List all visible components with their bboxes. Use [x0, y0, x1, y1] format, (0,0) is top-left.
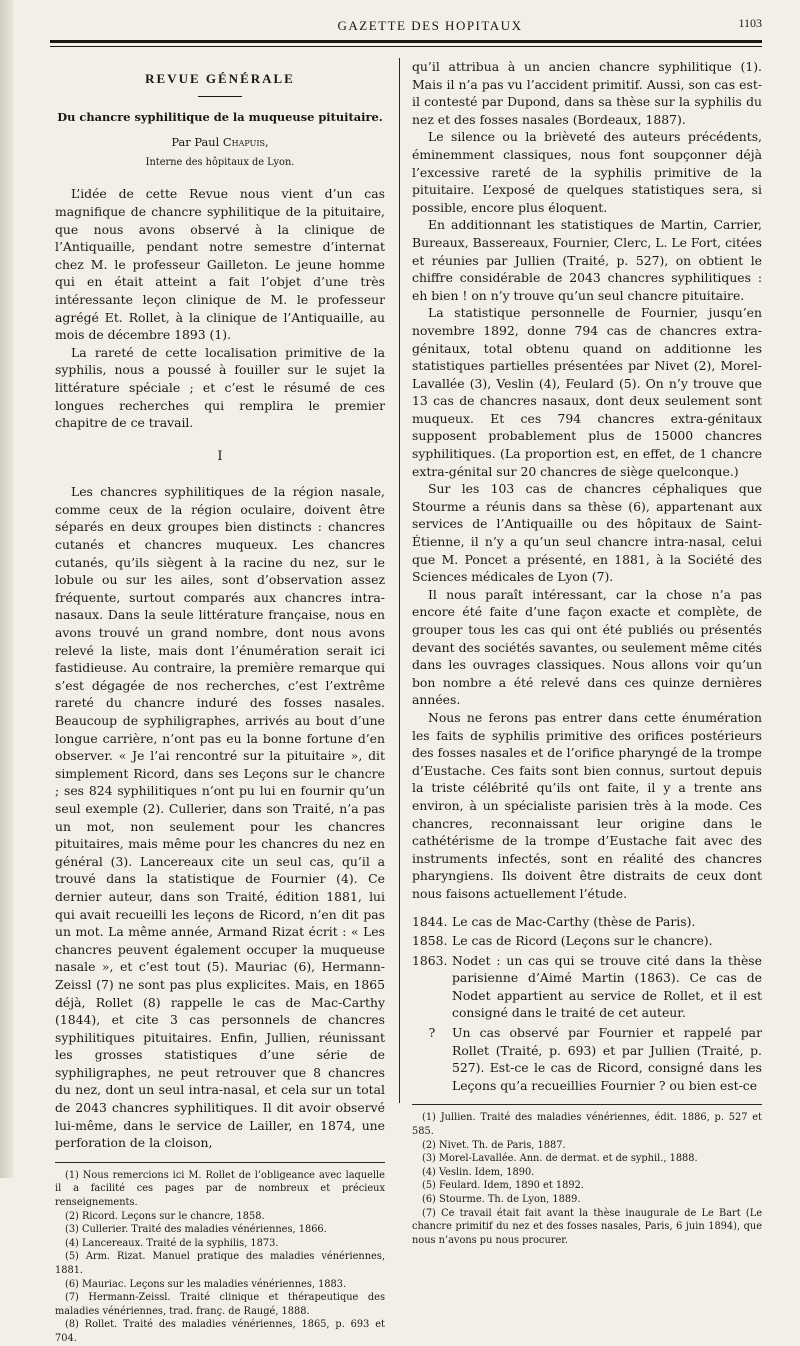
- body-paragraph: Sur les 103 cas de chancres céphaliques que Stourme a réunis dans sa thèse (6), appartenant aux services de l’Antiquaille ou des hôpitaux de Saint-Étienne, il n’y a qu’un seul chancre intra-nasal, celui que M. Poncet a présenté, en 1881, à la Société des Sciences médicales de Lyon (7).: [412, 481, 762, 585]
- footnote: (2) Nivet. Th. de Paris, 1887.: [422, 1139, 566, 1151]
- running-head: GAZETTE DES HOPITAUX: [337, 18, 523, 33]
- chapter-numeral: I: [217, 448, 223, 464]
- body-paragraph: Le silence ou la brièveté des auteurs précédents, éminemment classiques, nous font soupçonner déjà l’excessive rareté de la syphilis primitive de la pituitaire. L’exposé de quelques statistiques sera, si possible, encore plus éloquent.: [412, 129, 762, 215]
- column-divider: [399, 58, 400, 1103]
- case-text: Le cas de Ricord (Leçons sur le chancre).: [452, 933, 713, 949]
- footnotes-left: [55, 1169, 385, 1346]
- case-year: 1863.: [412, 952, 448, 968]
- footnote-rule: [412, 1104, 762, 1105]
- case-text: Un cas observé par Fournier et rappelé par Rollet (Traité, p. 693) et par Jullien (Traité, p. 527). Est-ce le cas de Ricord, consigné dans les Leçons qu’a recueillies Fournier ? ou bien est-ce: [452, 1025, 762, 1093]
- footnote: (2) Ricord. Leçons sur le chancre, 1858.: [65, 1210, 265, 1222]
- footnote: (7) Hermann-Zeissl. Traité clinique et thérapeutique des maladies vénériennes, trad. franç. de Raugé, 1888.: [55, 1292, 385, 1317]
- byline-prefix: Par Paul: [171, 135, 220, 150]
- author-affiliation: Interne des hôpitaux de Lyon.: [145, 156, 295, 168]
- byline-suffix: ,: [265, 135, 269, 150]
- footnote: (3) Cullerier. Traité des maladies vénériennes, 1866.: [65, 1224, 327, 1236]
- footnote: (1) Nous remercions ici M. Rollet de l’obligeance avec laquelle il a facilité ces pages par de nombreux et précieux renseignements.: [55, 1169, 385, 1209]
- case-year: 1858.: [412, 933, 448, 949]
- footnote: (8) Rollet. Traité des maladies vénériennes, 1865, p. 693 et 704.: [55, 1319, 385, 1344]
- body-paragraph: qu’il attribua à un ancien chancre syphilitique (1). Mais il n’a pas vu l’accident primitif. Aussi, son cas est-il contesté par Dupond, dans sa thèse sur la syphilis du nez et des fosses nasales (Bordeaux, 1887).: [412, 59, 762, 127]
- header-rule-thin: [50, 46, 762, 47]
- section-rule: [198, 96, 242, 97]
- right-column: [412, 58, 762, 1247]
- footnote-rule: [55, 1162, 385, 1163]
- footnote: (5) Arm. Rizat. Manuel pratique des maladies vénériennes, 1881.: [55, 1251, 385, 1276]
- footnote: (4) Veslin. Idem, 1890.: [422, 1166, 535, 1178]
- page-number: 1103: [738, 16, 762, 30]
- body-paragraph: Les chancres syphilitiques de la région nasale, comme ceux de la région oculaire, doivent être séparés en deux groupes bien distincts : chancres cutanés et chancres muqueux. Les chancres cutanés, qu’ils siègent à la racine du nez, sur le lobule ou sur les ailes, sont d’observation assez fréquente, surtout comparés aux chancres intra-nasaux. Dans la seule littérature française, nous en avons trouvé un grand nombre, dont nous avons relevé la liste, mais dont l’énumération serait ici fastidieuse. Au contraire, la première remarque qui s’est dégagée de nos recherches, c’est l’extrême rareté du chancre induré des fosses nasales. Beaucoup de syphiligraphes, arrivés au bout d’une longue carrière, n’ont pas eu la bonne fortune d’en observer. « Je l’ai rencontré sur la pituitaire », dit simplement Ricord, dans ses Leçons sur le chancre ; ses 824 syphilitiques n’ont pu lui en fournir qu’un seul exemple (2). Cullerier, dans son Traité, n’a pas un mot, non seulement pour les chancres pituitaires, mais même pour les chancres du nez en général (3). Lancereaux cite un seul cas, qu’il a trouvé dans la statistique de Fournier (4). Ce dernier auteur, dans son Traité, édition 1881, lui qui avait recueilli les leçons de Ricord, n’en dit pas un mot. La même année, Armand Rizat écrit : « Les chancres peuvent également occuper la muqueuse nasale », et c’est tout (5). Mauriac (6), Hermann-Zeissl (7) ne sont pas plus explicites. Mais, en 1865 déjà, Rollet (8) rappelle le cas de Mac-Carthy (1844), et cite 3 cas personnels de chancres syphilitiques pituitaires. Enfin, Jullien, réunissant les grosses statistiques d’une série de syphiligraphes, ne peut retrouver que 8 chancres du nez, dont un seul intra-nasal, et cela sur un total de 2043 chancres syphilitiques. Il dit avoir observé lui-même, dans le service de Lailler, en 1874, une perforation de la cloison,: [55, 484, 385, 1151]
- case-list-item: [412, 932, 762, 950]
- footnote: (3) Morel-Lavallée. Ann. de dermat. et de syphil., 1888.: [422, 1153, 698, 1165]
- byline: [55, 134, 385, 152]
- case-year: ?: [428, 1025, 436, 1041]
- body-paragraph: Nous ne ferons pas entrer dans cette énumération les faits de syphilis primitive des orifices postérieurs des fosses nasales et de l’orifice pharyngé de la trompe d’Eustache. Ces faits sont bien connus, surtout depuis la triste célébrité qu’ils ont faite, il y a trente ans environ, à un spécialiste parisien très à la mode. Ces chancres, reconnaissant leur origine dans le cathétérisme de la trompe d’Eustache fait avec des instruments infectés, sont en réalité des chancres pharyngiens. Ils doivent être distraits de ceux dont nous faisons actuellement l’étude.: [412, 709, 762, 901]
- binding-margin: [0, 0, 14, 1178]
- section-title: REVUE GÉNÉRALE: [145, 71, 295, 86]
- body-paragraph: Il nous paraît intéressant, car la chose n’a pas encore été faite d’une façon exacte et complète, de grouper tous les cas qui ont été publiés ou présentés devant des sociétés savantes, ou seulement même cités dans les ouvrages classiques. Nous allons voir qu’un bon nombre a été relevé dans ces quinze dernières années.: [412, 586, 762, 708]
- footnote: (1) Jullien. Traité des maladies vénériennes, édit. 1886, p. 527 et 585.: [412, 1112, 762, 1138]
- case-year: 1844.: [412, 913, 448, 929]
- body-paragraph: La statistique personnelle de Fournier, jusqu’en novembre 1892, donne 794 cas de chancres extra-génitaux, total obtenu quand on additionne les statistiques partielles présentées par Nivet (2), Morel-Lavallée (3), Veslin (4), Feulard (5). On n’y trouve que 13 cas de chancres nasaux, dont deux seulement sont muqueux. Et ces 794 chancres extra-génitaux supposent probablement plus de 15000 chancres syphilitiques. (La proportion est, en effet, de 1 chancre extra-génital sur 20 chancres de siège quelconque.): [412, 305, 762, 479]
- author-name: Chapuis: [222, 135, 266, 150]
- intro-paragraph: L’idée de cette Revue nous vient d’un cas magnifique de chancre syphilitique de la pituitaire, que nous avons observé à la clinique de l’Antiquaille, pendant notre semestre d’internat chez M. le professeur Gailleton. Le jeune homme qui en était atteint a fait l’objet d’une très intéressante leçon clinique de M. le professeur agrégé Et. Rollet, à la clinique de l’Antiquaille, au mois de décembre 1893 (1).: [55, 186, 385, 343]
- footnote: (4) Lancereaux. Traité de la syphilis, 1873.: [65, 1237, 279, 1249]
- header-rule-thick: [50, 40, 762, 43]
- case-list-item: [412, 952, 762, 1022]
- footnote: (6) Mauriac. Leçons sur les maladies vénériennes, 1883.: [65, 1278, 347, 1290]
- footnotes-right: [412, 1111, 762, 1247]
- case-list-item: [412, 1024, 762, 1094]
- intro-paragraph: La rareté de cette localisation primitive de la syphilis, nous a poussé à fouiller sur le sujet la littérature spéciale ; et c’est le résumé de ces longues recherches qui remplira le premier chapitre de ce travail.: [55, 344, 385, 431]
- footnote: (5) Feulard. Idem, 1890 et 1892.: [422, 1180, 584, 1192]
- case-text: Le cas de Mac-Carthy (thèse de Paris).: [452, 913, 696, 929]
- footnote: (7) Ce travail était fait avant la thèse inaugurale de Le Bart (Le chancre primitif du nez et des fosses nasales, Paris, 6 juin 1894), que nous n’avons pu nous procurer.: [412, 1207, 762, 1246]
- case-list-item: [412, 913, 762, 931]
- case-text: Nodet : un cas qui se trouve cité dans la thèse parisienne d’Aimé Martin (1863). Ce cas de Nodet appartient au service de Rollet, et il est consigné dans le traité de cet auteur.: [452, 952, 762, 1021]
- left-column: [55, 58, 385, 1346]
- article-title: Du chancre syphilitique de la muqueuse pituitaire.: [57, 109, 383, 124]
- footnote: (6) Stourme. Th. de Lyon, 1889.: [422, 1194, 581, 1205]
- body-paragraph: En additionnant les statistiques de Martin, Carrier, Bureaux, Bassereaux, Fournier, Clerc, L. Le Fort, citées et réunies par Jullien (Traité, p. 527), on obtient le chiffre considérable de 2043 chancres syphilitiques : eh bien ! on n’y trouve qu’un seul chancre pituitaire.: [412, 217, 762, 303]
